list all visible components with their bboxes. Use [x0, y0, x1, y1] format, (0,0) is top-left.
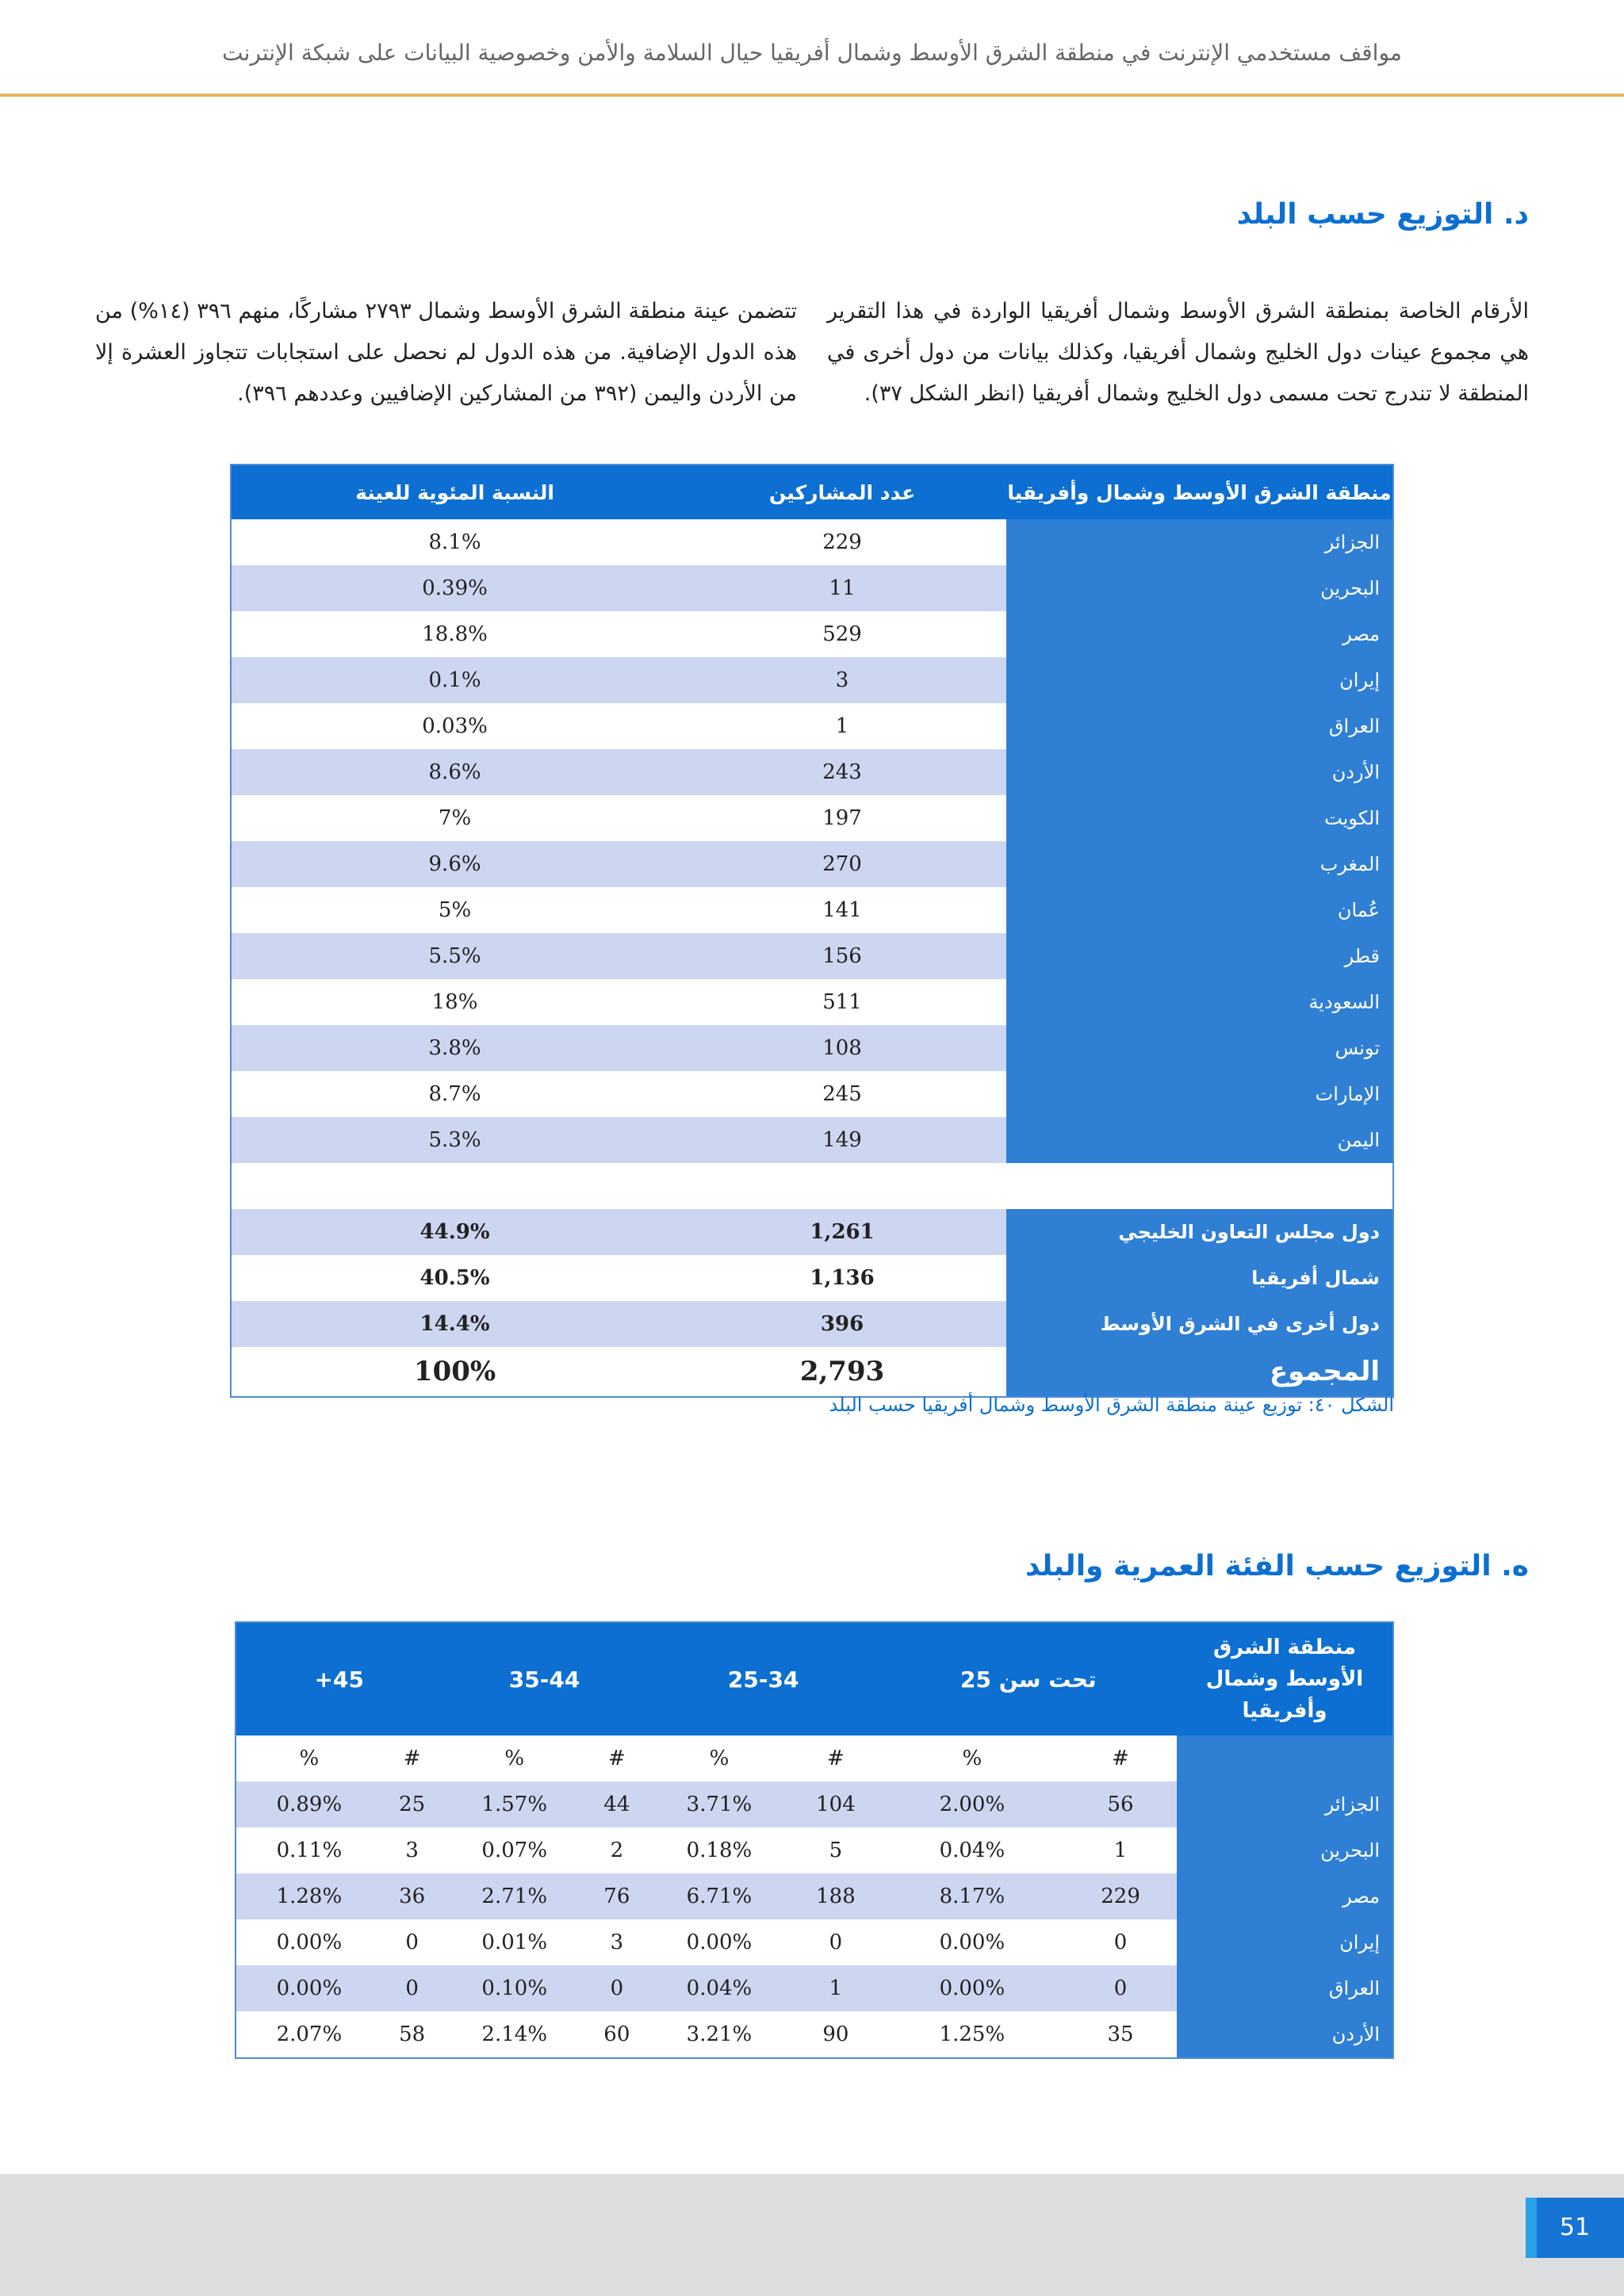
count-cell: 511	[678, 979, 1006, 1025]
page-number-box	[1526, 2198, 1624, 2258]
table-spacer-row	[231, 1163, 1393, 1209]
subheader-percent: %	[647, 1735, 792, 1781]
percent-cell: 0.39%	[231, 565, 678, 611]
table-row	[236, 1827, 1393, 1873]
col-header-45-plus: 45+	[236, 1622, 442, 1735]
count-cell: 60	[587, 2011, 647, 2058]
country-cell: الإمارات	[1006, 1071, 1393, 1117]
count-cell: 1,136	[678, 1255, 1006, 1301]
table-row	[231, 1071, 1393, 1117]
running-header-title: مواقف مستخدمي الإنترنت في منطقة الشرق الأوسط وشمال أفريقيا حيال السلامة والأمن وخصوصية البيانات على شبكة الإنترنت	[222, 40, 1402, 66]
summary-row	[231, 1301, 1393, 1347]
section-d-heading: د. التوزيع حسب البلد	[1236, 198, 1529, 231]
country-cell: دول أخرى في الشرق الأوسط	[1006, 1301, 1393, 1347]
count-cell: 2	[587, 1827, 647, 1873]
total-count: 2,793	[678, 1347, 1006, 1397]
table-row	[231, 565, 1393, 611]
country-cell: إيران	[1177, 1919, 1393, 1965]
percent-cell: 44.9%	[231, 1209, 678, 1255]
subheader-percent: %	[880, 1735, 1064, 1781]
count-cell: 56	[1064, 1781, 1177, 1827]
country-cell: دول مجلس التعاون الخليجي	[1006, 1209, 1393, 1255]
percent-cell: 5.5%	[231, 933, 678, 979]
percent-cell: 0.89%	[236, 1781, 382, 1827]
count-cell: 58	[382, 2011, 442, 2058]
country-cell: العراق	[1177, 1965, 1393, 2011]
percent-cell: 9.6%	[231, 841, 678, 887]
count-cell: 1	[678, 703, 1006, 749]
country-distribution-table	[230, 464, 1394, 1398]
table-row	[236, 1965, 1393, 2011]
total-row	[231, 1347, 1393, 1397]
country-cell: إيران	[1006, 657, 1393, 703]
table-row	[231, 1117, 1393, 1163]
country-cell: اليمن	[1006, 1117, 1393, 1163]
count-cell: 90	[791, 2011, 879, 2058]
table-header-row	[231, 465, 1393, 519]
count-cell: 44	[587, 1781, 647, 1827]
count-cell: 35	[1064, 2011, 1177, 2058]
summary-row	[231, 1255, 1393, 1301]
percent-cell: 18.8%	[231, 611, 678, 657]
section-e-heading: ه. التوزيع حسب الفئة العمرية والبلد	[1025, 1550, 1529, 1582]
table-row	[231, 979, 1393, 1025]
percent-cell: 3.21%	[647, 2011, 792, 2058]
percent-cell: 18%	[231, 979, 678, 1025]
percent-cell: 0.11%	[236, 1827, 382, 1873]
running-header	[0, 0, 1624, 97]
percent-cell: 2.14%	[442, 2011, 587, 2058]
table-row	[236, 1781, 1393, 1827]
percent-cell: 0.04%	[880, 1827, 1064, 1873]
table-header-row	[236, 1622, 1393, 1735]
country-cell: السعودية	[1006, 979, 1393, 1025]
count-cell: 188	[791, 1873, 879, 1919]
table-row	[236, 1919, 1393, 1965]
col-header-35-44: 35-44	[442, 1622, 646, 1735]
country-cell: المغرب	[1006, 841, 1393, 887]
percent-cell: 0.00%	[880, 1965, 1064, 2011]
count-cell: 229	[678, 519, 1006, 565]
country-cell: العراق	[1006, 703, 1393, 749]
country-cell: الجزائر	[1006, 519, 1393, 565]
percent-cell: 1.28%	[236, 1873, 382, 1919]
count-cell: 0	[587, 1965, 647, 2011]
percent-cell: 7%	[231, 795, 678, 841]
count-cell: 156	[678, 933, 1006, 979]
total-percent: 100%	[231, 1347, 678, 1397]
country-cell: مصر	[1006, 611, 1393, 657]
country-cell: قطر	[1006, 933, 1393, 979]
country-cell: الأردن	[1006, 749, 1393, 795]
percent-cell: 8.17%	[880, 1873, 1064, 1919]
count-cell: 141	[678, 887, 1006, 933]
count-cell: 149	[678, 1117, 1006, 1163]
total-label: المجموع	[1006, 1347, 1393, 1397]
col-header-percent: النسبة المئوية للعينة	[231, 465, 678, 519]
count-cell: 104	[791, 1781, 879, 1827]
percent-cell: 0.07%	[442, 1827, 587, 1873]
subheader-count: #	[587, 1735, 647, 1781]
country-cell: عُمان	[1006, 887, 1393, 933]
count-cell: 245	[678, 1071, 1006, 1117]
count-cell: 243	[678, 749, 1006, 795]
percent-cell: 0.01%	[442, 1919, 587, 1965]
country-cell: تونس	[1006, 1025, 1393, 1071]
col-header-under-25: تحت سن 25	[880, 1622, 1177, 1735]
col-header-count: عدد المشاركين	[678, 465, 1006, 519]
count-cell: 3	[382, 1827, 442, 1873]
subheader-row	[236, 1735, 1393, 1781]
table-row	[236, 1873, 1393, 1919]
count-cell: 1	[1064, 1827, 1177, 1873]
percent-cell: 0.00%	[880, 1919, 1064, 1965]
count-cell: 396	[678, 1301, 1006, 1347]
subheader-empty-cell	[1177, 1735, 1393, 1781]
count-cell: 108	[678, 1025, 1006, 1071]
count-cell: 76	[587, 1873, 647, 1919]
table-row	[231, 519, 1393, 565]
section-d-paragraph-right: الأرقام الخاصة بمنطقة الشرق الأوسط وشمال أفريقيا الواردة في هذا التقرير هي مجموع عينات دول الخليج وشمال أفريقيا، وكذلك بيانات من دول أخرى في المنطقة لا تندرج تحت مسمى دول الخليج وشمال أفريقيا (انظر الشكل ٣٧).	[827, 299, 1529, 406]
subheader-count: #	[382, 1735, 442, 1781]
count-cell: 1	[791, 1965, 879, 2011]
percent-cell: 6.71%	[647, 1873, 792, 1919]
page-number: 51	[1559, 2214, 1591, 2241]
subheader-percent: %	[236, 1735, 382, 1781]
country-cell: شمال أفريقيا	[1006, 1255, 1393, 1301]
percent-cell: 0.00%	[647, 1919, 792, 1965]
count-cell: 0	[1064, 1965, 1177, 2011]
percent-cell: 5%	[231, 887, 678, 933]
percent-cell: 14.4%	[231, 1301, 678, 1347]
table-row	[231, 657, 1393, 703]
percent-cell: 1.57%	[442, 1781, 587, 1827]
table-row	[231, 841, 1393, 887]
subheader-count: #	[1064, 1735, 1177, 1781]
percent-cell: 0.00%	[236, 1965, 382, 2011]
table-row	[231, 703, 1393, 749]
percent-cell: 0.04%	[647, 1965, 792, 2011]
count-cell: 0	[791, 1919, 879, 1965]
percent-cell: 3.8%	[231, 1025, 678, 1071]
table-row	[231, 749, 1393, 795]
percent-cell: 2.71%	[442, 1873, 587, 1919]
percent-cell: 8.7%	[231, 1071, 678, 1117]
footer-band	[0, 2174, 1624, 2296]
percent-cell: 8.6%	[231, 749, 678, 795]
country-cell: الأردن	[1177, 2011, 1393, 2058]
country-cell: مصر	[1177, 1873, 1393, 1919]
table-row	[231, 933, 1393, 979]
age-country-table	[235, 1621, 1394, 2059]
country-cell: البحرين	[1006, 565, 1393, 611]
percent-cell: 8.1%	[231, 519, 678, 565]
percent-cell: 2.00%	[880, 1781, 1064, 1827]
percent-cell: 0.10%	[442, 1965, 587, 2011]
percent-cell: 0.1%	[231, 657, 678, 703]
figure-caption: الشكل ٤٠: توزيع عينة منطقة الشرق الأوسط وشمال أفريقيا حسب البلد	[829, 1394, 1394, 1416]
percent-cell: 3.71%	[647, 1781, 792, 1827]
percent-cell: 0.03%	[231, 703, 678, 749]
count-cell: 0	[1064, 1919, 1177, 1965]
percent-cell: 1.25%	[880, 2011, 1064, 2058]
country-cell: الكويت	[1006, 795, 1393, 841]
country-cell: الجزائر	[1177, 1781, 1393, 1827]
count-cell: 270	[678, 841, 1006, 887]
count-cell: 1,261	[678, 1209, 1006, 1255]
count-cell: 529	[678, 611, 1006, 657]
table-row	[231, 795, 1393, 841]
table-row	[231, 887, 1393, 933]
percent-cell: 5.3%	[231, 1117, 678, 1163]
count-cell: 11	[678, 565, 1006, 611]
count-cell: 3	[587, 1919, 647, 1965]
count-cell: 229	[1064, 1873, 1177, 1919]
count-cell: 36	[382, 1873, 442, 1919]
country-cell: البحرين	[1177, 1827, 1393, 1873]
count-cell: 5	[791, 1827, 879, 1873]
percent-cell: 0.00%	[236, 1919, 382, 1965]
table-row	[236, 2011, 1393, 2058]
count-cell: 25	[382, 1781, 442, 1827]
count-cell: 0	[382, 1965, 442, 2011]
col-header-region: منطقة الشرق الأوسط وشمال وأفريقيا	[1177, 1622, 1393, 1735]
page-number-accent	[1526, 2198, 1537, 2258]
percent-cell: 0.18%	[647, 1827, 792, 1873]
section-d-paragraph-left: تتضمن عينة منطقة الشرق الأوسط وشمال ٢٧٩٣ مشاركًا، منهم ٣٩٦ (١٤%) من هذه الدول الإضافية. من هذه الدول لم نحصل على استجابات تتجاوز العشرة إلا من الأردن واليمن (٣٩٢ من المشاركين الإضافيين وعددهم ٣٩٦).	[95, 299, 798, 406]
percent-cell: 40.5%	[231, 1255, 678, 1301]
subheader-percent: %	[442, 1735, 587, 1781]
count-cell: 3	[678, 657, 1006, 703]
col-header-25-34: 25-34	[647, 1622, 880, 1735]
percent-cell: 2.07%	[236, 2011, 382, 2058]
table-row	[231, 1025, 1393, 1071]
col-header-region: منطقة الشرق الأوسط وشمال وأفريقيا	[1006, 465, 1393, 519]
table-row	[231, 611, 1393, 657]
summary-row	[231, 1209, 1393, 1255]
subheader-count: #	[791, 1735, 879, 1781]
spacer-cell	[231, 1163, 1393, 1209]
count-cell: 197	[678, 795, 1006, 841]
count-cell: 0	[382, 1919, 442, 1965]
